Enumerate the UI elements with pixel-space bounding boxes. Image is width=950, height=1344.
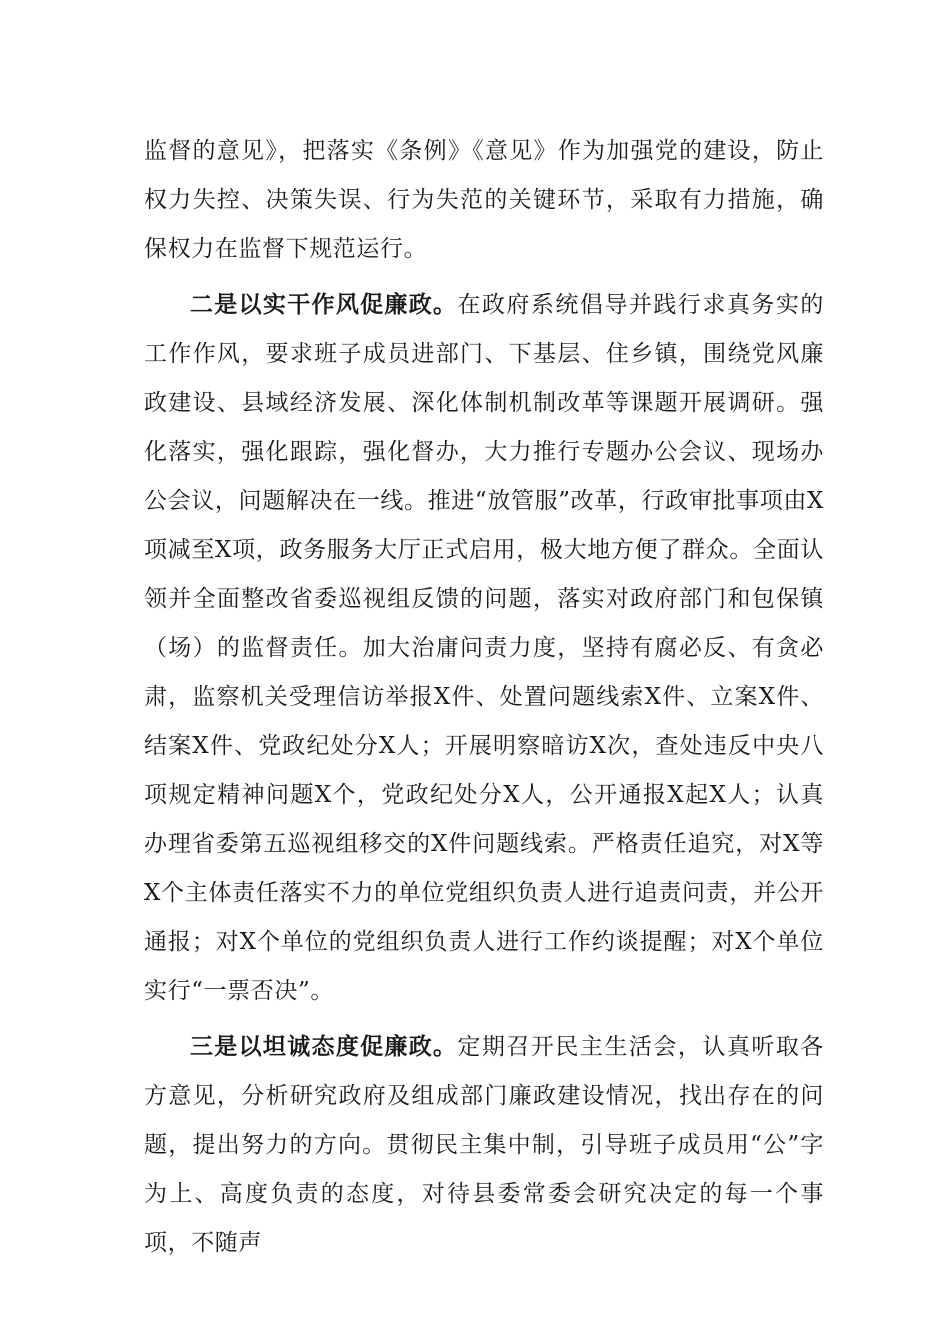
paragraph-lead-heading: 三是以坦诚态度促廉政。 <box>190 1034 458 1060</box>
paragraph-text: 定期召开民主生活会，认真听取各方意见，分析研究政府及组成部门廉政建设情况，找出存在的问题，提出努力的方向。贯彻民主集中制，引导班子成员用“公”字为上、高度负责的态度，对待县委常委会研究决定的每一个事项，不随声 <box>144 1034 824 1256</box>
document-body <box>144 127 824 1268</box>
paragraph-text: 监督的意见》，把落实《条例》《意见》作为加强党的建设，防止权力失控、决策失误、行为失范的关键环节，采取有力措施，确保权力在监督下规范运行。 <box>144 138 824 262</box>
paragraph-text: 在政府系统倡导并践行求真务实的工作作风，要求班子成员进部门、下基层、住乡镇，围绕党风廉政建设、县域经济发展、深化体制机制改革等课题开展调研。强化落实，强化跟踪，强化督办，大力推行专题办公会议、现场办公会议，问题解决在一线。推进“放管服”改革，行政审批事项由X项减至X项，政务服务大厅正式启用，极大地方便了群众。全面认领并全面整改省委巡视组反馈的问题，落实对政府部门和包保镇（场）的监督责任。加大治庸问责力度，坚持有腐必反、有贪必肃，监察机关受理信访举报X件、处置问题线索X件、立案X件、结案X件、党政纪处分X人；开展明察暗访X次，查处违反中央八项规定精神问题X个，党政纪处分X人，公开通报X起X人；认真办理省委第五巡视组移交的X件问题线索。严格责任追究，对X等X个主体责任落实不力的单位党组织负责人进行追责问责，并公开通报；对X个单位的党组织负责人进行工作约谈提醒；对X个单位实行“一票否决”。 <box>144 292 824 1004</box>
paragraph-candid-attitude <box>144 1023 824 1268</box>
paragraph-practical-style <box>144 281 824 1016</box>
paragraph-lead-heading: 二是以实干作风促廉政。 <box>190 292 458 318</box>
paragraph-continuation <box>144 127 824 274</box>
